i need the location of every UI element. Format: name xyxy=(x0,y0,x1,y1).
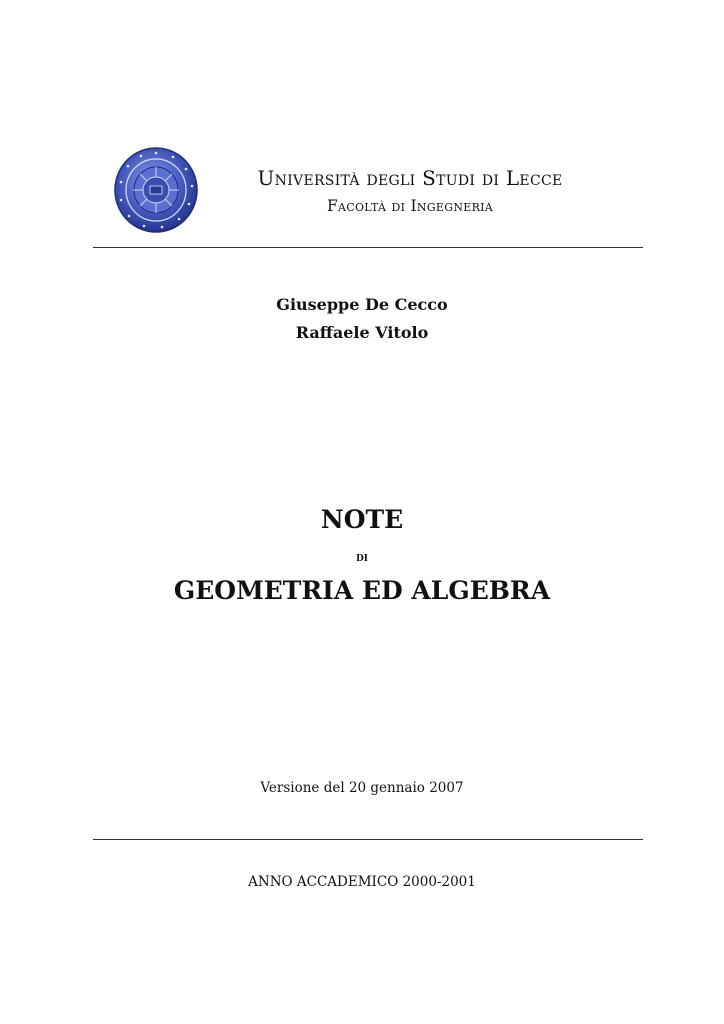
document-subtitle: GEOMETRIA ED ALGEBRA xyxy=(173,576,551,605)
author-name: Raffaele Vitolo xyxy=(295,323,429,342)
academic-year: ANNO ACCADEMICO 2000-2001 xyxy=(248,874,476,890)
university-name: Università degli Studi di Lecce xyxy=(257,166,563,190)
faculty-name: Facoltà di Ingegneria xyxy=(326,197,494,215)
title-connector: di xyxy=(355,550,368,565)
version-date: Versione del 20 gennaio 2007 xyxy=(260,780,464,796)
bottom-divider xyxy=(93,839,643,840)
top-divider xyxy=(93,247,643,248)
document-title: NOTE xyxy=(320,505,404,534)
author-name: Giuseppe De Cecco xyxy=(276,295,448,314)
university-seal-icon xyxy=(113,146,199,234)
